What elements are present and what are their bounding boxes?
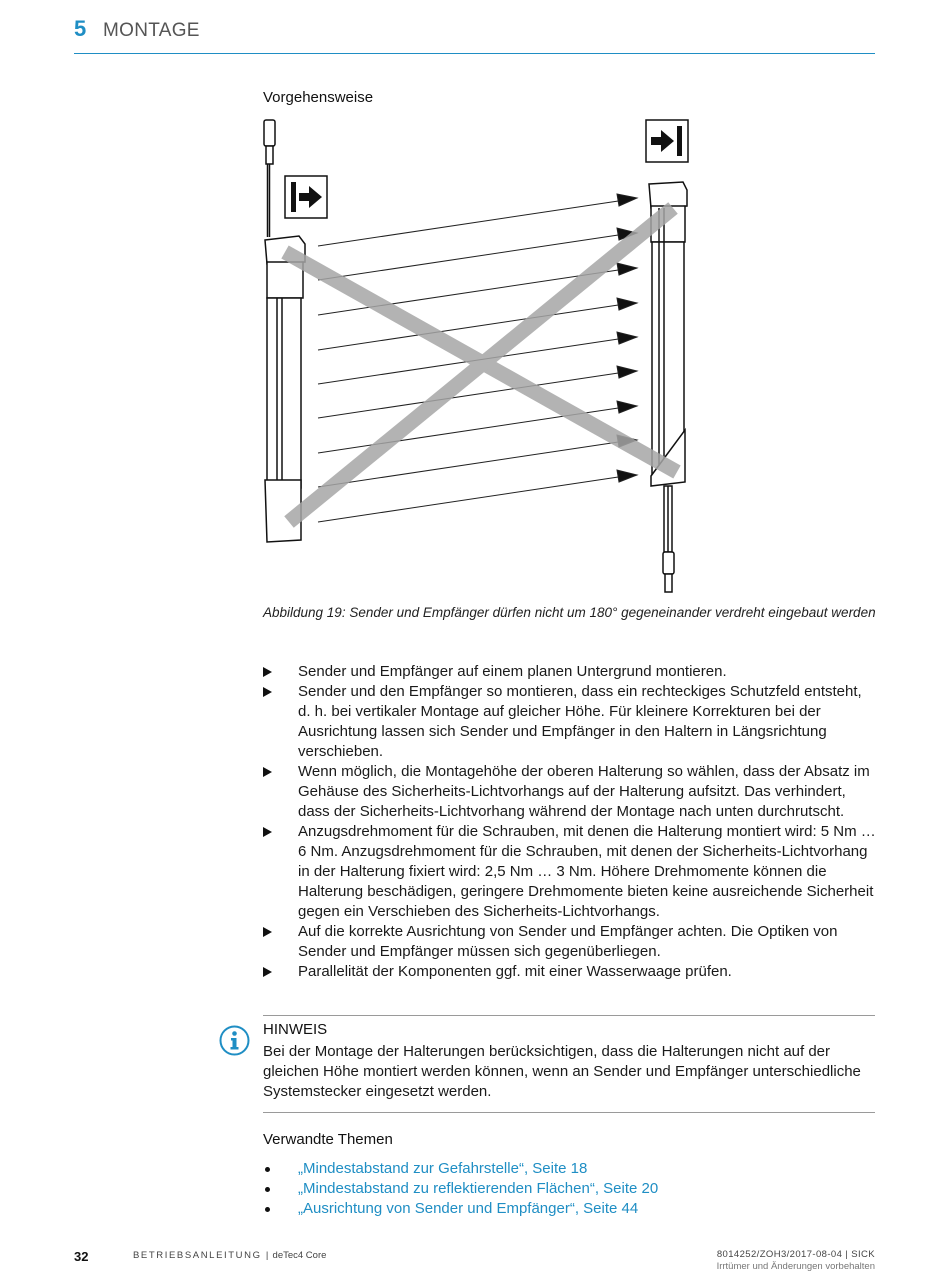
receiver-arrow-icon (646, 120, 688, 162)
bullet-arrow-icon (263, 827, 272, 837)
section-heading: Vorgehensweise (263, 89, 374, 106)
header-rule (74, 53, 875, 54)
note-text: Bei der Montage der Halterungen berücksichtigen, dass die Halterungen nicht auf der gleichen Höhe montiert werden können, wenn an Sender und Empfänger unterschiedliche Systemstecker eingesetzt werden. (263, 1043, 861, 1100)
related-link[interactable]: „Ausrichtung von Sender und Empfänger“, Seite 44 (263, 1199, 658, 1219)
list-item: Sender und Empfänger auf einem planen Untergrund montieren. (263, 662, 878, 682)
related-heading: Verwandte Themen (263, 1131, 393, 1148)
footer-document (133, 1250, 326, 1261)
chapter-number: 5 (74, 16, 87, 41)
sender-arrow-icon (285, 176, 327, 218)
footer-product: deTec4 Core (272, 1250, 327, 1261)
bullet-arrow-icon (263, 667, 272, 677)
note-top-rule (263, 1015, 875, 1016)
bullet-dot-icon (265, 1187, 270, 1192)
list-item: Wenn möglich, die Montagehöhe der oberen Halterung so wählen, dass der Absatz im Gehäuse des Sicherheits-Lichtvorhangs auf der Halterung aufsitzt. Das verhindert, dass der Sicherheits-Lichtvorhang während der Montage nach unten durchrutscht. (263, 762, 878, 822)
related-link[interactable]: „Mindestabstand zur Gefahrstelle“, Seite 18 (263, 1159, 658, 1179)
receiver-unit (649, 182, 687, 592)
bullet-dot-icon (265, 1207, 270, 1212)
figure-caption: Abbildung 19: Sender und Empfänger dürfen nicht um 180° gegeneinander verdreht eingebaut werden (263, 605, 876, 620)
note-title: HINWEIS (263, 1021, 328, 1038)
list-item: Parallelität der Komponenten ggf. mit einer Wasserwaage prüfen. (263, 962, 878, 982)
list-item: Anzugsdrehmoment für die Schrauben, mit denen die Halterung montiert wird: 5 Nm … 6 Nm. Anzugsdrehmoment für die Schrauben, mit denen der Sicherheits-Lichtvorhang in der Halterung fixiert wird: 2,5 Nm … 3 Nm. Höhere Drehmomente können die Halterung beschädigen, geringere Drehmomente bieten keine ausreichende Sicherheit gegen ein Verschieben des Sicherheits-Lichtvorhangs. (263, 822, 878, 922)
related-links (263, 1159, 658, 1219)
list-item: Auf die korrekte Ausrichtung von Sender und Empfänger achten. Die Optiken von Sender und Empfänger müssen sich gegenüberliegen. (263, 922, 878, 962)
footer-doc-id: 8014252/ZOH3/2017-08-04 | SICK (716, 1249, 875, 1260)
bullet-arrow-icon (263, 927, 272, 937)
info-icon (219, 1025, 250, 1056)
bullet-dot-icon (265, 1167, 270, 1172)
list-item: Sender und den Empfänger so montieren, dass ein rechteckiges Schutzfeld entsteht, d. h. bei vertikaler Montage auf gleicher Höhe. Für kleinere Korrekturen bei der Ausrichtung lassen sich Sender und Empfänger in den Haltern in Längsrichtung verschieben. (263, 682, 878, 762)
page-number: 32 (74, 1249, 89, 1264)
footer-doc-type: BETRIEBSANLEITUNG (133, 1250, 262, 1261)
bullet-arrow-icon (263, 767, 272, 777)
bullet-arrow-icon (263, 687, 272, 697)
chapter-title: MONTAGE (103, 20, 200, 41)
footer-separator: | (265, 1250, 269, 1261)
bullet-arrow-icon (263, 967, 272, 977)
note-bottom-rule (263, 1112, 875, 1113)
mounting-figure (255, 112, 705, 598)
procedure-steps (263, 662, 878, 982)
related-link[interactable]: „Mindestabstand zu reflektierenden Flächen“, Seite 20 (263, 1179, 658, 1199)
footer-right (717, 1249, 875, 1273)
footer-disclaimer: Irrtümer und Änderungen vorbehalten (716, 1261, 875, 1272)
